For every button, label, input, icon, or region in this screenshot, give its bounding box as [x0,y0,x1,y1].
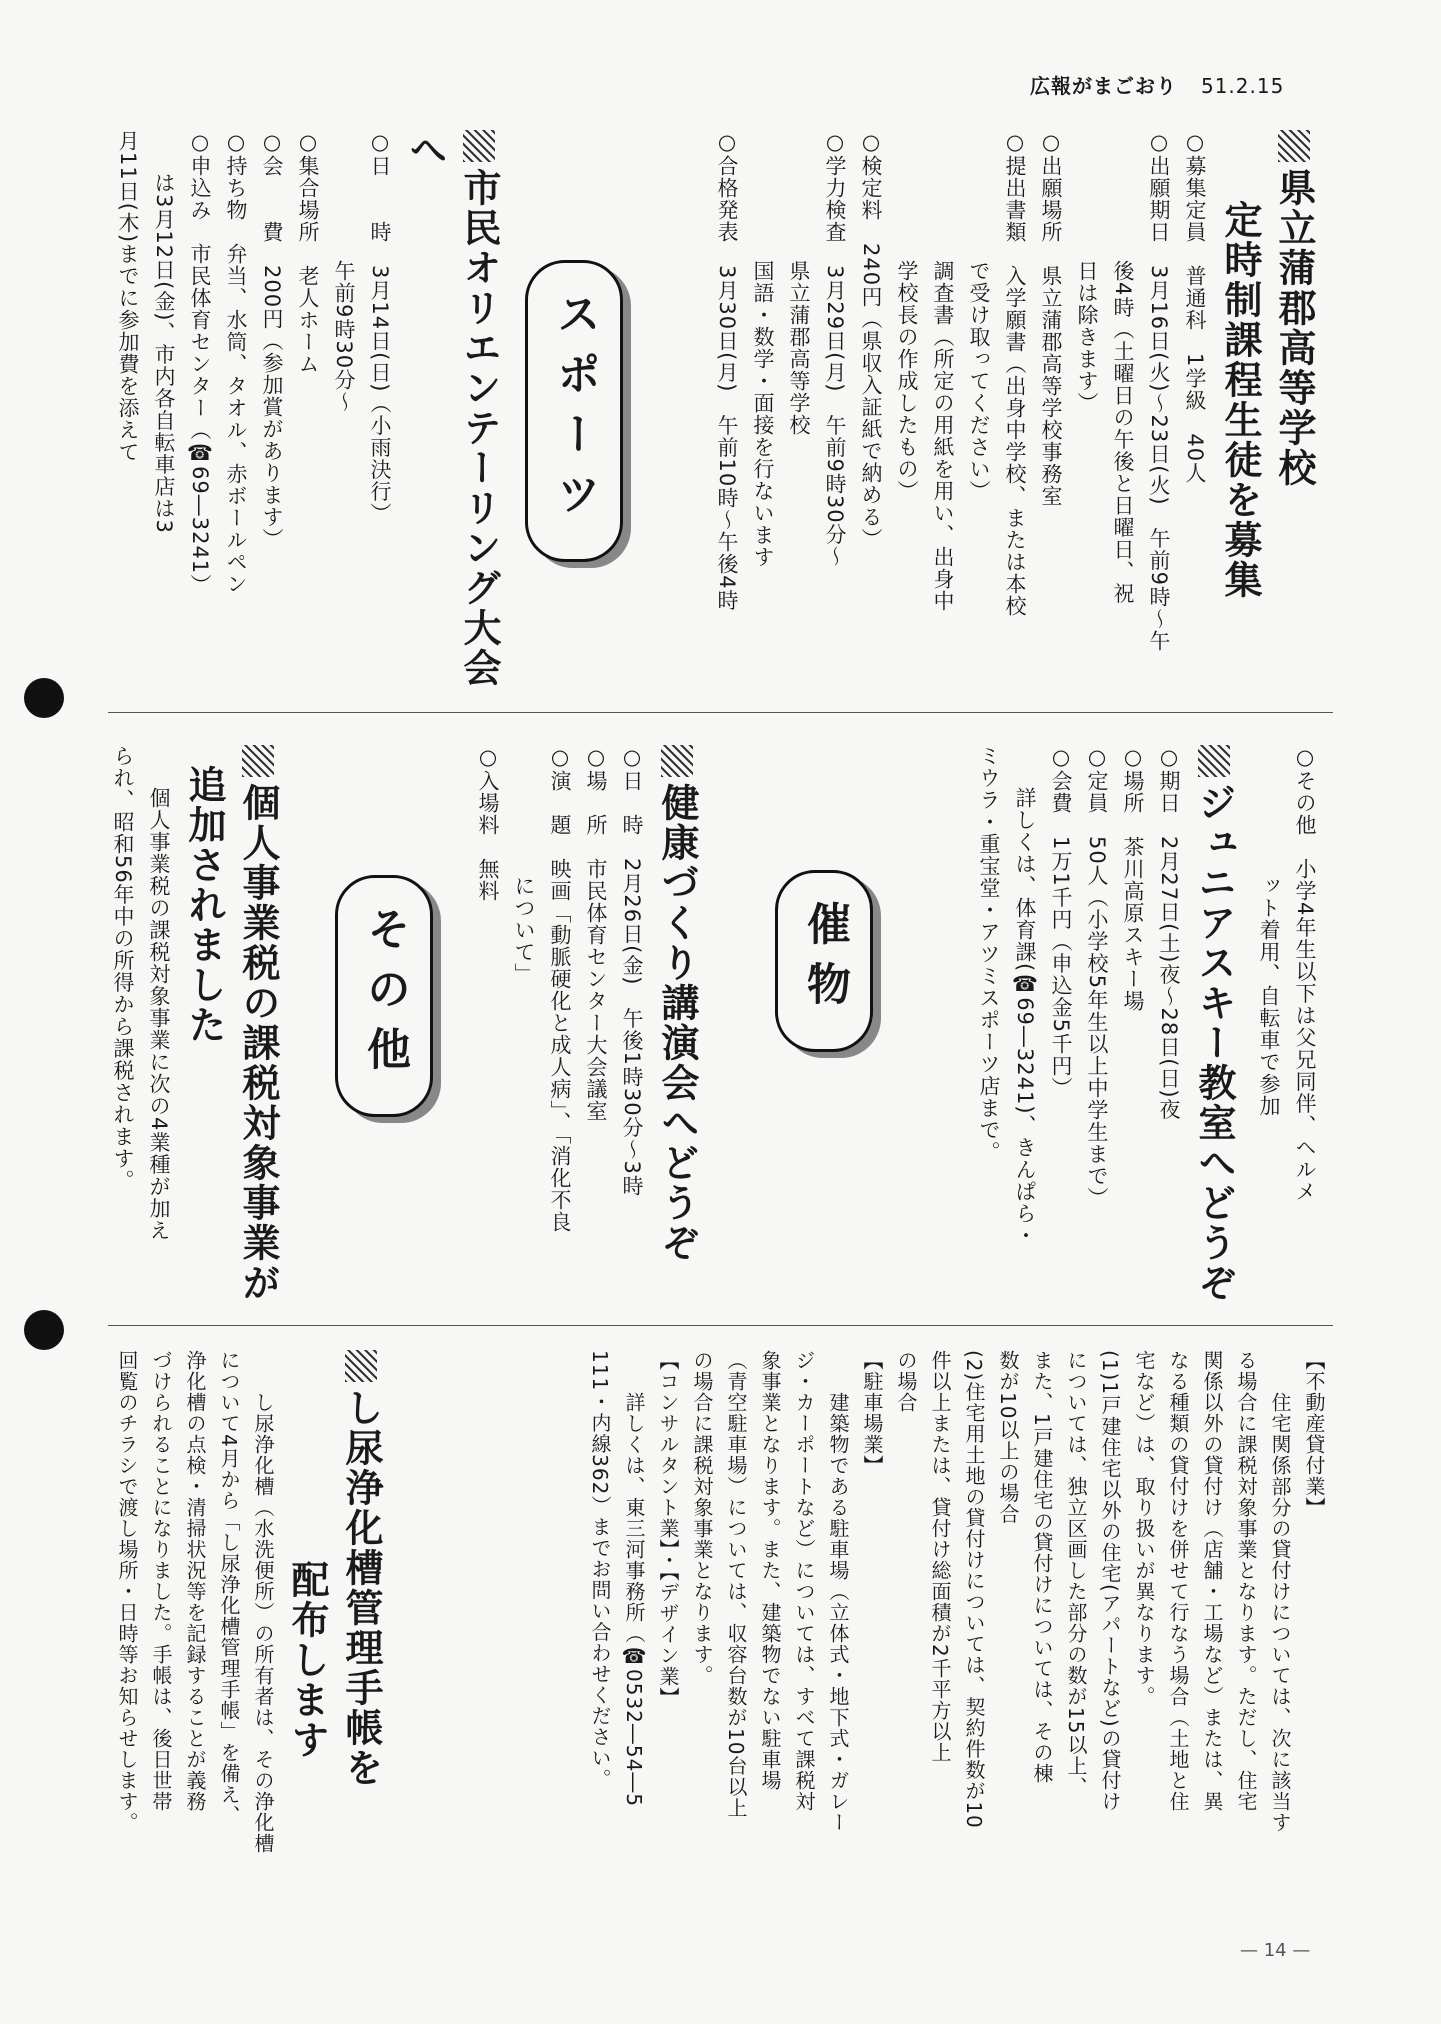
tax-detail-line: 宅など）は、取り扱いが異なります。 [1132,1350,1156,1707]
tax-detail-line: 詳しくは、東三河事務所（☎0532―54―5 [622,1392,646,1808]
tax-detail-line: の場合に課税対象事業となります。 [690,1350,714,1686]
septic-article [110,1350,388,1910]
tax-detail-line: 数が10以上の場合 [996,1350,1020,1525]
school-item: ○募集定員 普通科 1学級 40人 [1183,130,1207,485]
orienteering-item: 月11日(木)までに参加費を添えて [116,130,140,464]
septic-subtitle: 配布します [285,1560,329,1760]
tax-detail-line: (1)1戸建住宅以外の住宅(アパートなど)の貸付け [1098,1350,1122,1812]
school-item: ○合格発表 3月30日(月) 午前10時〜午後4時 [715,130,739,612]
tax-detail-line: ジ・カーポートなど）については、すべて課税対 [792,1350,816,1812]
tax-detail-line: なる種類の貸付けを併せて行なう場合（土地と住 [1166,1350,1190,1812]
newsletter-title: 広報がまごおり [1030,74,1177,98]
ski-item: ミウラ・重宝堂・アツミスポーツ店まで。 [977,745,1001,1163]
tax-detail-line: （青空駐車場）については、収容台数が10台以上 [724,1350,748,1819]
hatch-marker-icon [242,745,274,777]
septic-text: について4月から「し尿浄化槽管理手帳」を備え、 [217,1350,241,1826]
tax-text: られ、昭和56年中の所得から課税されます。 [111,745,135,1192]
health-item: について」 [512,875,536,985]
tax-detail-line: 関係以外の貸付け（店舗・工場など）または、異 [1200,1350,1224,1812]
school-item: 国語・数学・面接を行ないます [751,260,775,568]
ski-item: ○定員 50人（小学校5年生以上中学生まで） [1085,745,1109,1210]
orienteering-article [110,130,506,690]
tax-detail-line: 象事業となります。また、建築物でない駐車場 [758,1350,782,1791]
school-item: で受け取ってください） [967,260,991,502]
tax-text: 個人事業税の課税対象事業に次の4業種が加え [147,787,171,1242]
school-item: 学校長の作成したもの） [895,260,919,502]
ski-item: ○場所 茶川高原スキー場 [1121,745,1145,1012]
hatch-marker-icon [1198,745,1230,777]
page-number: — 14 — [1240,1940,1311,1961]
health-item: ○場 所 市民体育センター大会議室 [584,745,608,1122]
tax-detail-line: 【コンサルタント業】・【デザイン業】 [656,1350,680,1708]
orienteering-title: 市民オリエンテーリング大会へ [403,130,501,688]
tax-detail-line: 【駐車場業】 [860,1350,884,1476]
school-item: ○検定料 240円（県収入証紙で納める） [859,130,883,551]
septic-text: 回覧のチラシで渡し場所・日時等お知らせします。 [115,1350,139,1833]
ski-title: ジュニアスキー教室へどうぞ [1187,745,1241,1305]
school-item: 県立蒲郡高等学校 [787,260,811,436]
health-item: ○入場料 無料 [476,745,500,902]
ski-item: ○期日 2月27日(土)夜〜28日(日)夜 [1157,745,1181,1121]
tax-details-article [583,1350,1331,1910]
tax-detail-line: については、独立区画した部分の数が15以上、 [1064,1350,1088,1798]
school-item: ○出願場所 県立蒲郡高等学校事務室 [1039,130,1063,507]
septic-text: 浄化槽の点検・清掃状況等を記録することが義務 [183,1350,207,1812]
school-item: 調査書（所定の用紙を用い、出身中 [931,260,955,612]
health-item: ○日 時 2月26日(金) 午後1時30分〜3時 [620,745,644,1197]
binder-hole-bottom [24,1310,64,1350]
school-subtitle: 定時制課程生徒を募集 [1218,200,1262,600]
tax-detail-line: (2)住宅用土地の貸付けについては、契約件数が10 [962,1350,986,1829]
septic-title: し尿浄化槽管理手帳を [334,1350,388,1910]
orienteering-item: ○持ち物 弁当、水筒、タオル、赤ボールペン [224,130,248,595]
ski-item: 詳しくは、体育課(☎69―3241)、きんぱら・ [1013,787,1037,1247]
tax-detail-line: 件以上または、貸付け総面積が2千平方以上 [928,1350,952,1763]
school-recruitment-article [709,130,1321,690]
health-lecture-article [470,745,704,1305]
orienteering-item: は3月12日(金)、市内各自転車店は3 [152,172,176,534]
tax-subtitle: 追加されました [182,765,226,1045]
school-item: 日は除きます） [1075,260,1099,414]
tax-article [105,745,285,1305]
school-item: ○提出書類 入学願書（出身中学校、または本校 [1003,130,1027,617]
orienteering-item: 午前9時30分〜 [332,260,356,414]
tax-detail-line: 111・内線362）までお問い合わせください。 [588,1350,612,1790]
tax-title: 個人事業税の課税対象事業が [231,745,285,1305]
tax-detail-line: 住宅関係部分の貸付けについては、次に該当す [1268,1392,1292,1833]
ski-item: ○会費 1万1千円（申込金5千円） [1049,745,1073,1100]
school-item: 後4時（土曜日の午後と日曜日、祝 [1111,260,1135,605]
tax-detail-line: の場合 [894,1350,918,1413]
orienteering-other: ○その他 小学4年生以下は父兄同伴、ヘルメ [1293,745,1317,1203]
health-item: ○演 題 映画「動脈硬化と成人病」、「消化不良 [548,745,572,1233]
school-item: ○出願期日 3月16日(火)〜23日(火) 午前9時〜午 [1147,130,1171,652]
school-item: ○学力検査 3月29日(月) 午前9時30分〜 [823,130,847,568]
tax-detail-line: また、1戸建住宅の貸付けについては、その棟 [1030,1350,1054,1784]
orienteering-item: ○会 費 200円（参加賞があります） [260,130,284,551]
ski-article [971,745,1241,1305]
divider-bottom [108,1325,1333,1326]
school-title: 県立蒲郡高等学校 [1267,130,1321,690]
newsletter-header [1030,70,1284,99]
septic-text: し尿浄化槽（水洗便所）の所有者は、その浄化槽 [251,1392,275,1854]
orienteering-other-cont: ット着用、自転車で参加 [1257,875,1281,1117]
health-title: 健康づくり講演会へどうぞ [650,745,704,1305]
other-category-badge: その他 [335,875,433,1117]
tax-detail-line: 建築物である駐車場（立体式・地下式・ガレー [826,1392,850,1833]
hatch-marker-icon [345,1350,377,1382]
hatch-marker-icon [1278,130,1310,162]
orienteering-item: ○申込み 市民体育センター（☎69―3241） [188,130,212,597]
septic-text: づけられることになりました。手帳は、後日世帯 [149,1350,173,1812]
divider-top [108,712,1333,713]
events-category-badge: 催物 [775,870,873,1052]
sports-category-badge: スポーツ [525,260,623,562]
orienteering-item: ○集合場所 老人ホーム [296,130,320,375]
hatch-marker-icon [661,745,693,777]
tax-detail-line: る場合に課税対象事業となります。ただし、住宅 [1234,1350,1258,1812]
orienteering-continuation [1251,745,1323,1305]
tax-detail-line: 【不動産貸付業】 [1302,1350,1326,1518]
issue-date: 51.2.15 [1200,74,1285,98]
binder-hole-top [24,678,64,718]
hatch-marker-icon [463,130,495,162]
orienteering-item: ○日 時 3月14日(日)（小雨決行） [368,130,392,525]
